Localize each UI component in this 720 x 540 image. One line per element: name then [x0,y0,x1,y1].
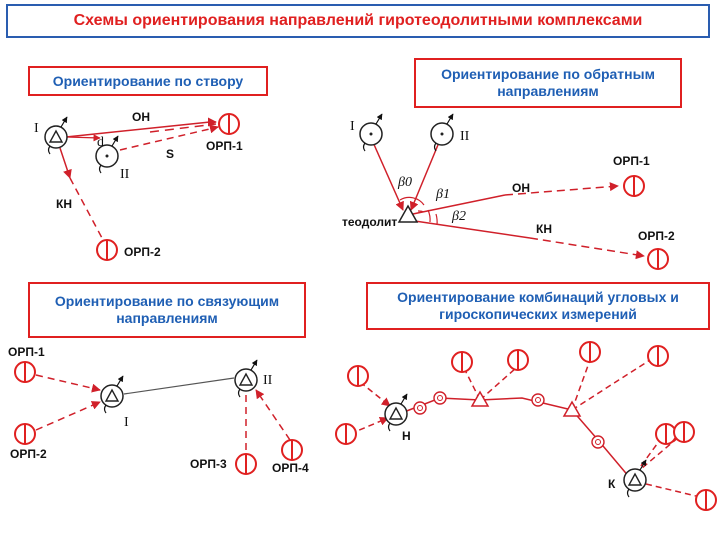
panel4-title: Ориентирование комбинаций угловых и гироскопических измерений [366,282,710,330]
panel1-title: Ориентирование по створу [28,66,268,96]
p2-kn-line [408,220,530,238]
p4-gyro-icon [592,436,604,448]
p3-label-orp1: ОРП-1 [8,345,45,359]
p2-label-beta0: β0 [398,175,412,190]
p2-station-i-icon [360,114,382,151]
p3-orp2-icon [15,424,35,444]
p2-orp1-icon [624,176,644,196]
p4-orp-icon [674,422,694,442]
p1-station-i-icon [45,117,67,154]
p3-orp3-icon [236,454,256,474]
p4-station-start-icon [385,394,407,431]
p4-orp-icon [656,424,676,444]
p4-label-start: Н [402,429,411,443]
p3-label-orp4: ОРП-4 [272,461,309,475]
p1-label-d: d [97,135,104,150]
p2-orp2-icon [648,249,668,269]
p1-label-ii: II [120,167,130,182]
p4-orp-icon [452,352,472,372]
p3-label-orp2: ОРП-2 [10,447,47,461]
p3-label-i: I [124,415,129,430]
p3-line-orp1 [36,375,100,390]
p1-label-i: I [34,121,39,136]
p4-orp-icon [348,366,368,386]
p3-station-i-icon [101,376,123,413]
panel2-title: Ориентирование по обратным направлениям [414,58,682,108]
p1-label-kn: КН [56,197,72,211]
p2-label-orp1: ОРП-1 [613,154,650,168]
p3-link-line [124,378,234,394]
p1-orp2-icon [97,240,117,260]
p2-station-ii-icon [431,114,453,151]
p4-orp-icon [580,342,600,362]
p2-label-kn: КН [536,222,552,236]
p4-orp-icon [696,490,716,510]
p4-gyro-icon [414,402,426,414]
p2-label-ii: II [460,129,470,144]
p4-orp-icon [648,346,668,366]
panel3-diagram [8,345,309,475]
p1-label-orp2: ОРП-2 [124,245,161,259]
p4-gyro-icon [532,394,544,406]
p4-orp-icon [336,424,356,444]
p3-label-ii: II [263,373,273,388]
p1-kn-line [60,148,70,178]
p4-station-end-icon [624,460,646,497]
p2-label-theodolite: теодолит [342,215,398,229]
p4-label-end: К [608,477,616,491]
p1-label-s: S [166,147,175,161]
p1-on-line [66,122,210,137]
p4-orp-icon [508,350,528,370]
p3-line-orp2 [36,402,100,430]
panel2-diagram [342,114,675,269]
panel1-diagram [34,110,243,260]
p4-gyro-icon [434,392,446,404]
p1-label-on: ОН [132,110,150,124]
p2-label-beta1: β1 [436,187,450,202]
panel3-title: Ориентирование по связующим направлениям [28,282,306,338]
p3-label-orp3: ОРП-3 [190,457,227,471]
panel4-diagram [336,342,716,510]
p3-orp1-icon [15,362,35,382]
p3-orp4-icon [282,440,302,460]
p2-label-beta2: β2 [452,209,466,224]
p2-label-i: I [350,119,355,134]
p3-station-ii-icon [235,360,257,397]
p2-label-on: ОН [512,181,530,195]
p3-line-orp4 [256,390,290,440]
p1-orp1-icon [219,114,239,134]
main-title: Схемы ориентирования направлений гиротеодолитными комплексами [73,12,643,29]
p2-label-orp2: ОРП-2 [638,229,675,243]
p1-label-orp1: ОРП-1 [206,139,243,153]
